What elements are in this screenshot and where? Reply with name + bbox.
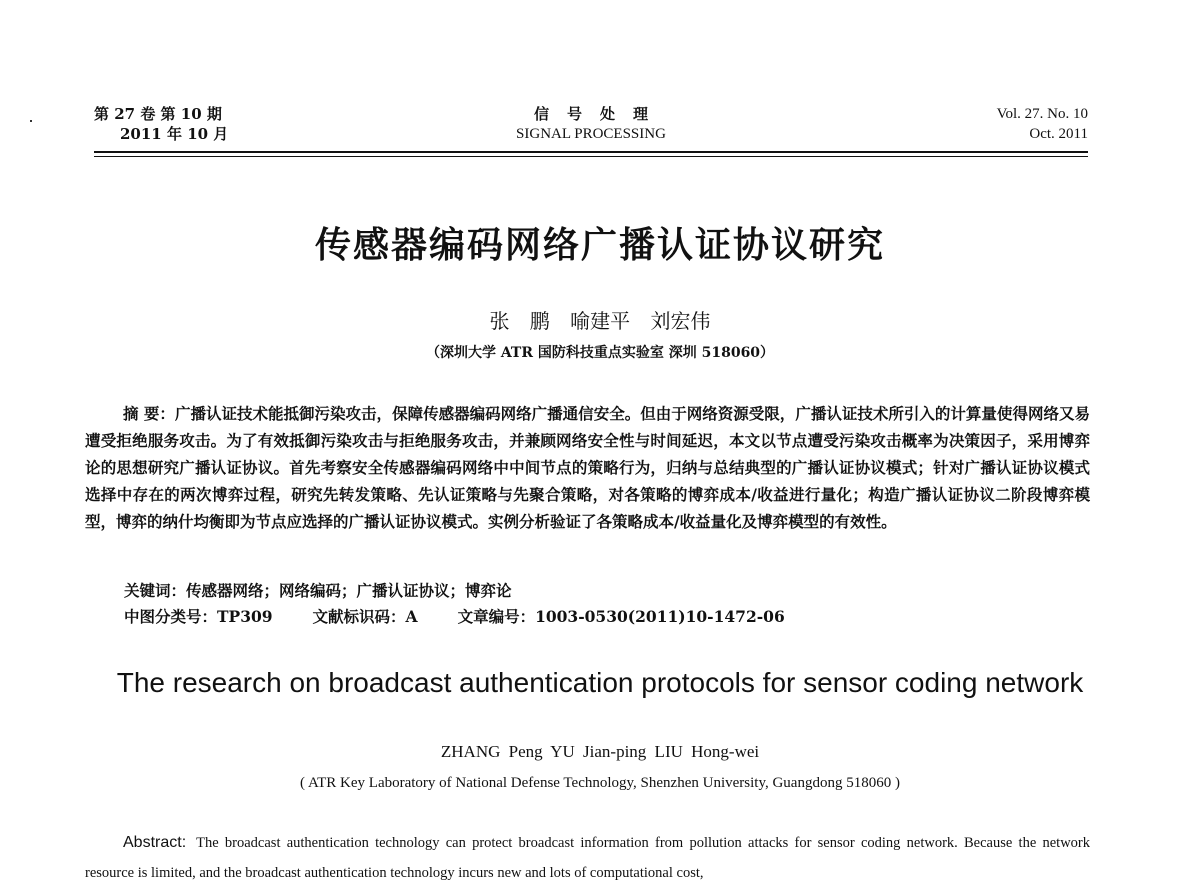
- abstract-en-label: Abstract:: [123, 834, 187, 851]
- abstract-en: [85, 828, 1090, 888]
- issue-date: 2011 年 10 月: [120, 125, 229, 143]
- paper-title-en: The research on broadcast authentication protocols for sensor coding network: [116, 667, 1084, 698]
- abstract-zh: [85, 400, 1090, 535]
- abstract-zh-text: 广播认证技术能抵御污染攻击，保障传感器编码网络广播通信安全。但由于网络资源受限，广播认证技术所引入的计算量使得网络又易遭受拒绝服务攻击。为了有效抵御污染攻击与拒绝服务攻击，并兼顾网络安全性与时间延迟，本文以节点遭受污染攻击概率为决策因子，采用博弈论的思想研究广播认证协议。首先考察安全传感器编码网络中中间节点的策略行为，归纳与总结典型的广播认证协议模式；针对广播认证协议模式选择中存在的两次博弈过程，研究先转发策略、先认证策略与先聚合策略，对各策略的博弈成本/收益进行量化；构造广播认证协议二阶段博弈模型，博弈的纳什均衡即为节点应选择的广播认证协议模式。实例分析验证了各策略成本/收益量化及博弈模型的有效性。: [85, 404, 1090, 531]
- classification-line: [124, 605, 785, 629]
- journal-name: [94, 104, 1088, 144]
- issue-info-en: [997, 104, 1088, 144]
- volume-issue-en: Vol. 27. No. 10: [996, 106, 1088, 122]
- authors-en: ZHANG Peng YU Jian-ping LIU Hong-wei: [440, 742, 760, 761]
- issue-date-en: Oct. 2011: [1029, 126, 1088, 142]
- keywords-zh: 关键词：传感器网络；网络编码；广播认证协议；博弈论: [124, 581, 512, 600]
- affiliation-zh: （深圳大学 ATR 国防科技重点实验室 深圳 518060）: [425, 345, 775, 361]
- paper-title-zh: 传感器编码网络广播认证协议研究: [314, 224, 885, 266]
- scan-speck: [30, 120, 32, 122]
- document-code: 文献标识码：A: [312, 607, 418, 626]
- volume-issue: 第 27 卷 第 10 期: [94, 105, 222, 123]
- journal-name-zh: 信号处理: [533, 105, 666, 123]
- header-rule-thin: [94, 156, 1088, 157]
- clc-number: 中图分类号：TP309: [124, 607, 273, 626]
- header-rule-thick: [94, 151, 1088, 153]
- abstract-zh-label: 摘 要：: [123, 404, 175, 423]
- affiliation-en: ( ATR Key Laboratory of National Defense Technology, Shenzhen University, Guangdong 518060 ): [300, 775, 900, 791]
- authors-zh: 张 鹏 喻建平 刘宏伟: [489, 309, 711, 333]
- journal-header: [94, 104, 1088, 150]
- article-number: 文章编号：1003-0530(2011)10-1472-06: [457, 607, 785, 626]
- journal-name-en: SIGNAL PROCESSING: [516, 126, 666, 142]
- abstract-en-text: The broadcast authentication technology can protect broadcast information from pollution attacks for sensor coding network. Because the network resource is limited, and the broadcast authentication technology incurs new and lots of computational cost,: [85, 835, 1090, 881]
